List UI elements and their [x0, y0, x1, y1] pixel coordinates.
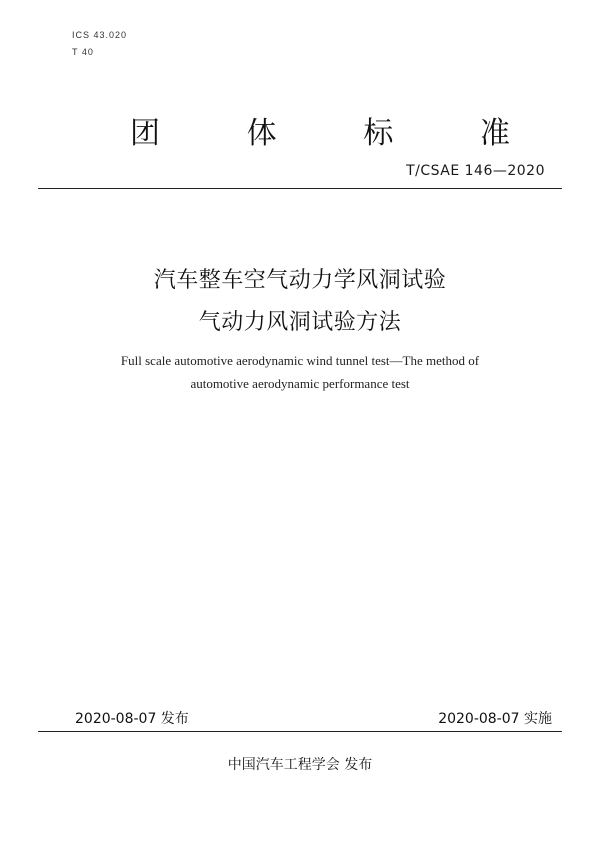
publisher: 中国汽车工程学会 发布	[227, 757, 373, 773]
ccs-code: T 40	[72, 47, 94, 57]
standard-type-char: 体	[246, 116, 277, 151]
top-divider	[38, 188, 562, 189]
title-english-line-2: automotive aerodynamic performance test	[190, 376, 410, 391]
ics-code: ICS 43.020	[72, 30, 128, 40]
title-chinese-line-1: 汽车整车空气动力学风洞试验	[153, 268, 447, 293]
standard-type-char: 团	[130, 116, 160, 151]
title-english-line-1: Full scale automotive aerodynamic wind tunnel test—The method of	[120, 353, 480, 368]
standard-type-char: 标	[363, 116, 394, 151]
standard-number: T/CSAE 146—2020	[406, 163, 545, 179]
bottom-divider	[38, 731, 562, 732]
issue-date: 2020-08-07 发布	[75, 711, 189, 727]
standard-type-char: 准	[479, 116, 510, 151]
implementation-date: 2020-08-07 实施	[438, 711, 552, 727]
standard-type-heading	[130, 108, 510, 152]
title-chinese-line-2: 气动力风洞试验方法	[198, 310, 402, 335]
